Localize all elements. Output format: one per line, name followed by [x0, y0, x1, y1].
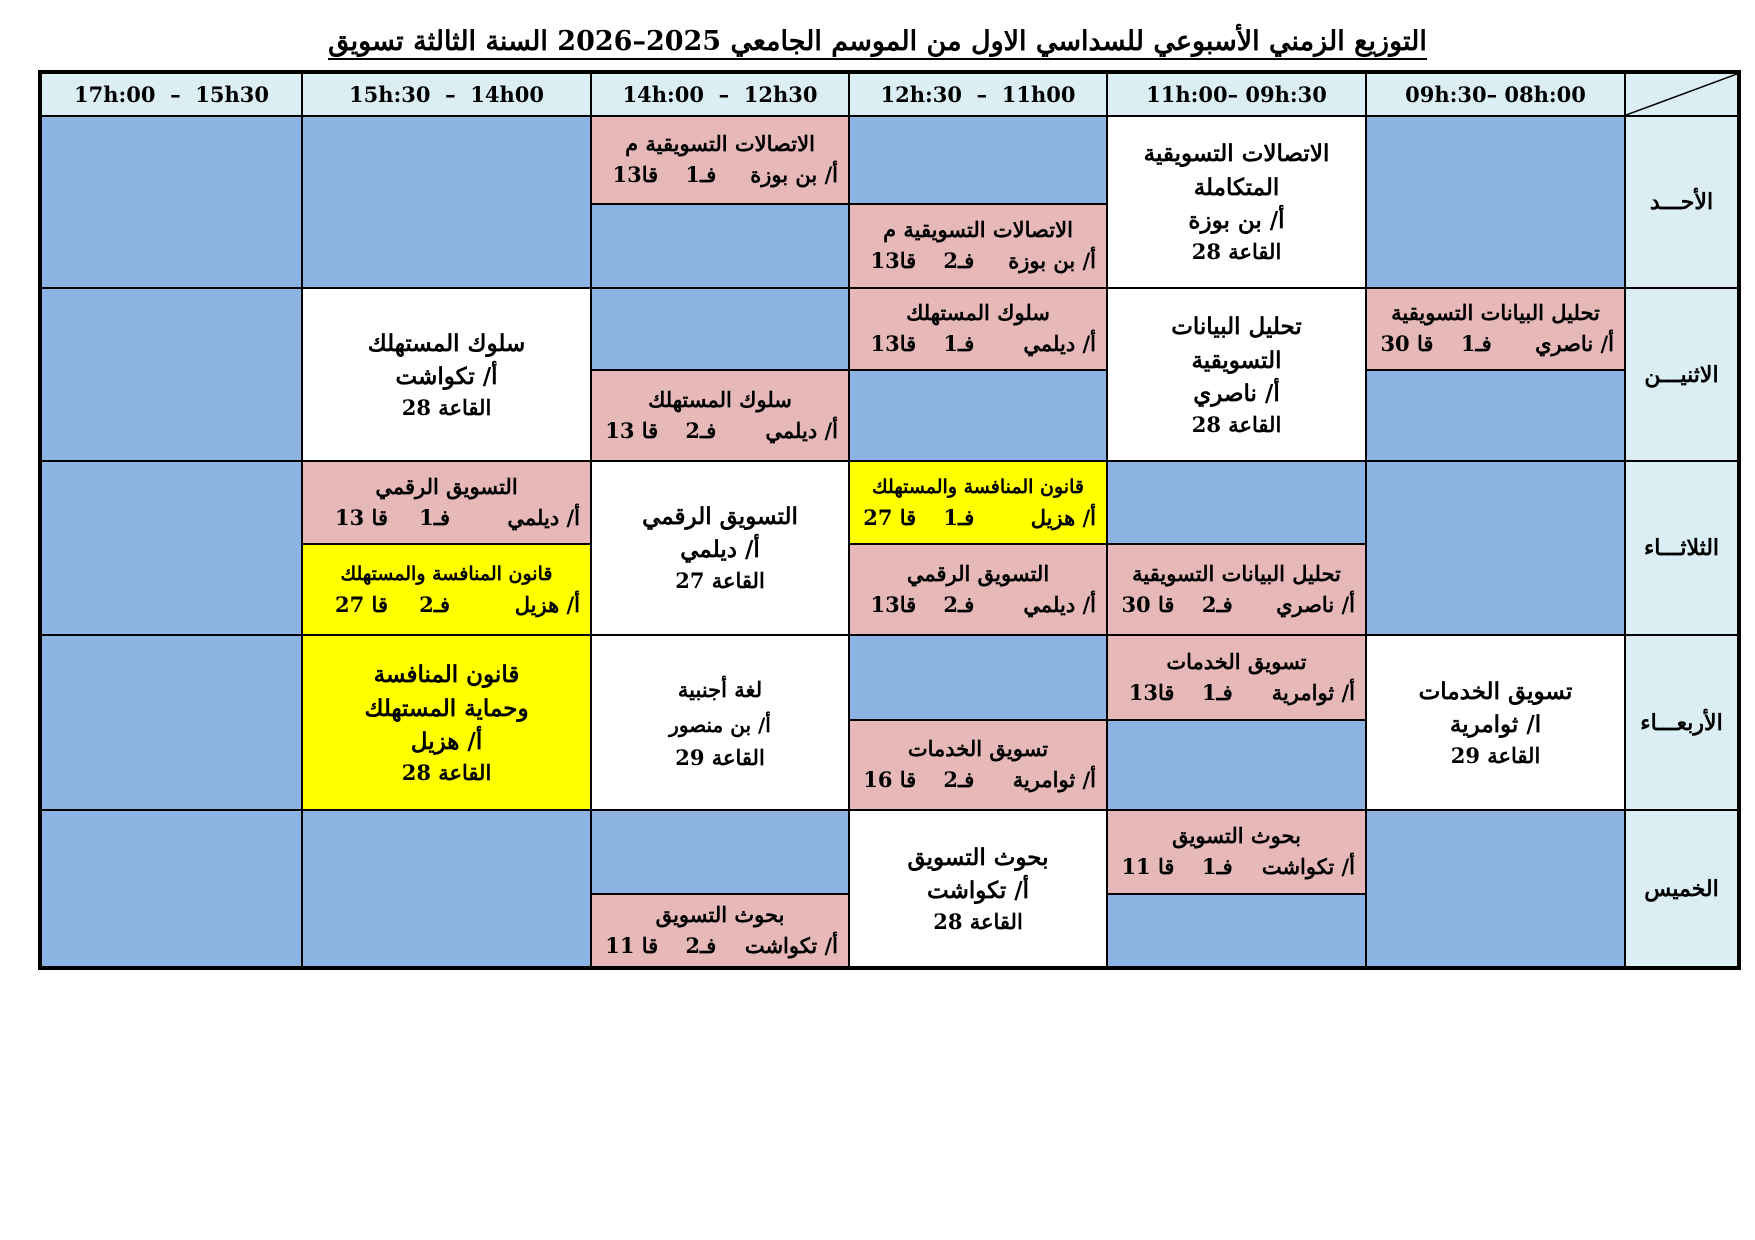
empty-slot [41, 461, 302, 635]
course-name: تسويق الخدمات [907, 736, 1049, 761]
group-session-cell[interactable] [1107, 635, 1366, 720]
room-label: قا13 [870, 331, 917, 356]
session-details [1118, 589, 1355, 621]
course-name: سلوك المستهلك [367, 329, 526, 357]
course-name: تحليل البيانات التسويقية [1391, 300, 1600, 325]
room-label: قا 27 [863, 504, 917, 530]
corner-cell [1625, 73, 1738, 116]
empty-slot [591, 204, 849, 288]
group-session-cell[interactable] [849, 204, 1107, 288]
room-label: القاعة 27 [675, 568, 765, 593]
session-details [602, 930, 838, 962]
day-label-tuesday: الثلاثـــاء [1625, 461, 1738, 635]
group-session-cell[interactable] [591, 116, 849, 204]
course-name: الاتصالات التسويقية م [625, 131, 815, 156]
empty-slot [849, 370, 1107, 461]
professor-name: أ/ ديلمي [1023, 591, 1096, 617]
empty-slot [1366, 370, 1625, 461]
professor-name: أ/ بن بوزة [750, 162, 838, 187]
empty-slot [1107, 461, 1366, 544]
page-title: التوزيع الزمني الأسبوعي للسداسي الاول من الموسم الجامعي 2025–2026 السنة الثالثة تسويق [0, 22, 1755, 62]
course-name: تحليل البيانات التسويقية [1132, 560, 1341, 586]
course-name: قانون المنافسة والمستهلك [340, 562, 553, 585]
professor-name: أ/ بن منصور [669, 712, 771, 737]
course-name: لغة أجنبية [677, 676, 763, 702]
professor-name: أ/ ناصري [1193, 379, 1280, 407]
professor-name: أ/ تكواشت [926, 876, 1030, 904]
empty-slot [1366, 116, 1625, 288]
session-details [313, 502, 580, 534]
empty-slot [41, 116, 302, 288]
group-session-cell[interactable] [302, 461, 591, 544]
day-label-monday: الاثنيـــن [1625, 288, 1738, 461]
course-name: التسويق الرقمي [906, 560, 1050, 586]
session-details [1118, 851, 1355, 883]
session-details [860, 245, 1096, 277]
lecture-cell[interactable] [591, 461, 849, 635]
room-label: قا 30 [1121, 591, 1175, 617]
professor-name: أ/ تكواشت [1261, 854, 1355, 879]
empty-slot [41, 635, 302, 810]
group-label: فـ2 [419, 591, 450, 617]
group-label: فـ2 [685, 932, 717, 958]
highlighted-group-session-cell[interactable] [849, 461, 1107, 544]
time-slot-header: 17h:00 – 15h30 [41, 73, 302, 116]
lecture-cell[interactable] [849, 810, 1107, 967]
room-label: القاعة 29 [1450, 742, 1541, 768]
group-session-cell[interactable] [1107, 544, 1366, 635]
session-details [602, 159, 838, 191]
professor-name: ا/ ثوامرية [1449, 710, 1542, 738]
course-name: سلوك المستهلك [648, 386, 792, 412]
empty-slot [302, 116, 591, 288]
room-label: قا13 [612, 162, 659, 187]
empty-slot [302, 810, 591, 967]
course-name: بحوث التسويق [1172, 823, 1301, 848]
course-name: تسويق الخدمات [1418, 677, 1573, 705]
highlighted-group-session-cell[interactable] [302, 544, 591, 635]
room-label: قا13 [870, 591, 917, 617]
course-name: قانون المنافسة وحماية المستهلك [364, 660, 529, 722]
room-label: قا 11 [1121, 854, 1175, 879]
lecture-cell[interactable] [591, 635, 849, 810]
empty-slot [41, 810, 302, 967]
professor-name: أ/ تكواشت [744, 932, 838, 958]
lecture-cell[interactable] [302, 288, 591, 461]
group-session-cell[interactable] [1107, 810, 1366, 894]
professor-name: أ/ ديلمي [507, 504, 580, 530]
course-name: التسويق الرقمي [642, 503, 798, 530]
session-details [860, 589, 1096, 621]
group-session-cell[interactable] [849, 544, 1107, 635]
day-label-thursday: الخميس [1625, 810, 1738, 967]
professor-name: أ/ ديلمي [680, 536, 760, 563]
lecture-cell[interactable] [1107, 116, 1366, 288]
room-label: قا 16 [863, 767, 917, 792]
time-slot-header: 09h:30– 08h:00 [1366, 73, 1625, 116]
session-details [860, 328, 1096, 360]
professor-name: أ/ ديلمي [765, 417, 838, 443]
course-name: بحوث التسويق [907, 843, 1049, 871]
group-label: فـ1 [685, 162, 717, 187]
group-session-cell[interactable] [591, 894, 849, 967]
course-name: قانون المنافسة والمستهلك [872, 475, 1084, 498]
professor-name: أ/ ديلمي [1023, 331, 1096, 356]
professor-name: أ/ بن بوزة [1008, 248, 1096, 273]
professor-name: أ/ تكواشت [395, 362, 498, 390]
room-label: قا 11 [605, 932, 659, 958]
room-label: قا 13 [335, 504, 388, 530]
group-label: فـ2 [943, 767, 975, 792]
group-label: فـ2 [685, 417, 717, 443]
timetable-grid [38, 70, 1741, 970]
course-name: سلوك المستهلك [906, 300, 1050, 325]
empty-slot [1107, 720, 1366, 810]
course-name: الاتصالات التسويقية المتكاملة [1143, 140, 1330, 201]
professor-name: أ/ بن بوزة [1188, 207, 1285, 234]
room-label: القاعة 28 [1191, 411, 1282, 437]
empty-slot [591, 288, 849, 370]
time-slot-header: 15h:30 – 14h00 [302, 73, 591, 116]
group-label: فـ2 [1201, 591, 1233, 617]
day-label-sunday: الأحـــد [1625, 116, 1738, 288]
course-name: تحليل البيانات التسويقية [1171, 312, 1302, 374]
group-label: فـ1 [1201, 854, 1233, 879]
empty-slot [1366, 810, 1625, 967]
professor-name: أ/ هزيل [1030, 504, 1096, 530]
group-label: فـ2 [943, 591, 975, 617]
lecture-cell[interactable] [1107, 288, 1366, 461]
room-label: قا 30 [1380, 331, 1434, 356]
room-label: قا13 [1128, 679, 1175, 705]
group-session-cell[interactable] [849, 288, 1107, 370]
session-details [1118, 677, 1355, 709]
course-name: التسويق الرقمي [375, 473, 518, 499]
group-session-cell[interactable] [591, 370, 849, 461]
group-label: فـ1 [943, 331, 975, 356]
empty-slot [1107, 894, 1366, 967]
professor-name: أ/ ثوامرية [1012, 767, 1096, 792]
room-label: القاعة 28 [933, 908, 1023, 934]
group-label: فـ1 [1201, 679, 1233, 705]
room-label: القاعة 28 [1191, 239, 1282, 264]
empty-slot [849, 635, 1107, 720]
empty-slot [591, 810, 849, 894]
room-label: قا13 [870, 248, 917, 273]
professor-name: أ/ هزيل [410, 727, 483, 755]
lecture-cell[interactable] [1366, 635, 1625, 810]
empty-slot [849, 116, 1107, 204]
room-label: القاعة 29 [675, 744, 765, 770]
time-slot-header: 12h:30 – 11h00 [849, 73, 1107, 116]
highlighted-lecture-cell[interactable] [302, 635, 591, 810]
group-session-cell[interactable] [849, 720, 1107, 810]
group-session-cell[interactable] [1366, 288, 1625, 370]
professor-name: أ/ ثوامرية [1271, 679, 1355, 705]
session-details [1377, 328, 1614, 360]
group-label: فـ1 [1460, 331, 1492, 356]
course-name: الاتصالات التسويقية م [883, 217, 1073, 242]
group-label: فـ1 [943, 504, 975, 530]
room-label: القاعة 28 [401, 759, 492, 785]
professor-name: أ/ ناصري [1535, 331, 1614, 356]
group-label: فـ2 [943, 248, 975, 273]
group-label: فـ1 [419, 504, 450, 530]
empty-slot [41, 288, 302, 461]
time-slot-header: 14h:00 – 12h30 [591, 73, 849, 116]
session-details [860, 502, 1096, 534]
session-details [313, 589, 580, 621]
session-details [602, 415, 838, 447]
session-details [860, 764, 1096, 796]
room-label: قا 27 [335, 591, 388, 617]
empty-slot [1366, 461, 1625, 635]
room-label: القاعة 28 [401, 394, 492, 420]
room-label: قا 13 [605, 417, 659, 443]
day-label-wednesday: الأربعـــاء [1625, 635, 1738, 810]
professor-name: أ/ ناصري [1276, 591, 1355, 617]
professor-name: أ/ هزيل [514, 591, 580, 617]
time-slot-header: 11h:00– 09h:30 [1107, 73, 1366, 116]
course-name: بحوث التسويق [655, 901, 785, 927]
course-name: تسويق الخدمات [1166, 648, 1307, 674]
